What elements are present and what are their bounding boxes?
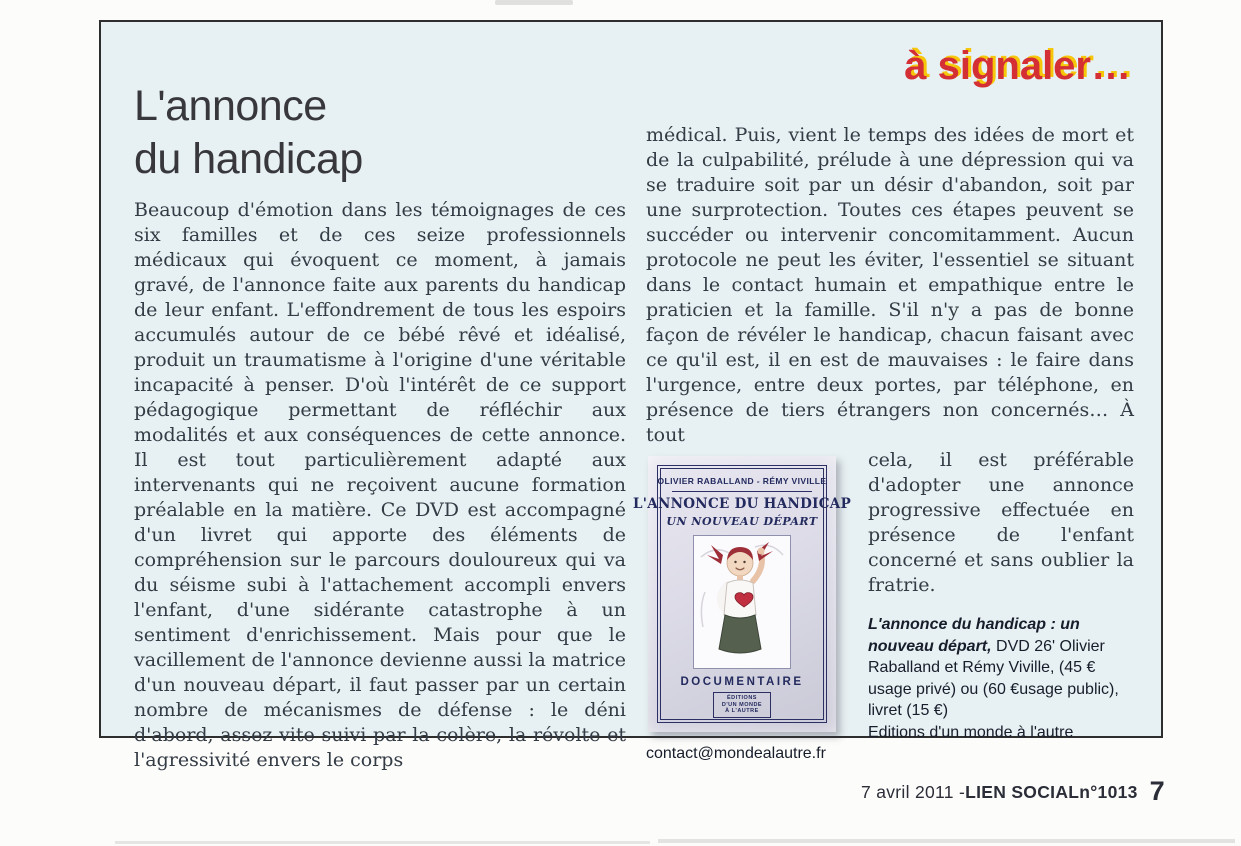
title-line-2: du handicap (134, 135, 363, 183)
title-line-1: L'annonce (134, 82, 327, 130)
dvd-cover-content (632, 469, 852, 719)
publisher-line-2: D'UN MONDE (721, 701, 763, 708)
body-paragraph-right-1: médical. Puis, vient le temps des idées de mort et de la culpabilité, prélude à une dépression qui va se traduire soit par un désir d'abandon, soit par une surprotection. Toutes ces étapes peuvent se succéder ou intervenir concomitamment. Aucun protocole ne peut les éviter, l'essentiel se situant dans le contact humain et empathique entre le praticien et la famille. S'il n'y a pas de bonne façon de révéler le handicap, chacun faisant avec ce qu'il est, il en est de mauvaises : le faire dans l'urgence, entre deux portes, par téléphone, en présence de tiers étrangers non concernés… À tout (646, 124, 1134, 446)
footer-page-number: 7 (1149, 776, 1165, 806)
dvd-cover-subtitle: UN NOUVEAU DÉPART (666, 515, 818, 528)
section-label: à signaler… (904, 44, 1131, 88)
article-column-left (134, 198, 626, 773)
scan-artifact-top (495, 0, 573, 5)
dvd-cover-figure (632, 456, 852, 732)
dvd-cover (632, 456, 852, 732)
caption-title: L'annonce du handicap : un nouveau départ, (868, 616, 1080, 655)
dvd-cover-rule (672, 491, 812, 492)
girl-illustration-icon (695, 537, 789, 667)
body-paragraph-right-2: cela, il est préférable d'adopter une annonce progressive effectuée en présence de l'enfant concerné et sans oublier la fratrie. (868, 449, 1134, 596)
footer-date: 7 avril 2011 - (861, 782, 966, 802)
scan-artifact-bottom-left (115, 841, 650, 844)
dvd-cover-publisher-logo (713, 692, 771, 718)
page-footer (861, 774, 1165, 805)
caption-publisher: Editions d'un monde à l'autre (868, 723, 1074, 741)
footer-issue-number: n°1013 (1079, 782, 1138, 802)
dvd-cover-authors: OLIVIER RABALLAND - RÉMY VIVILLE (657, 476, 827, 486)
page-title (134, 80, 363, 186)
publisher-line-3: À L'AUTRE (725, 708, 759, 714)
body-paragraph-left: Beaucoup d'émotion dans les témoignages de ces six familles et de ces seize professionnels médicaux qui évoquent ce moment, à jamais gravé, de l'annonce faite aux parents du handicap de leur enfant. L'effondrement de tous les espoirs accumulés autour de ce bébé rêvé et idéalisé, produit un traumatisme à l'origine d'une véritable incapacité à penser. D'où l'intérêt de ce support pédagogique permettant de réfléchir aux modalités et aux conséquences de cette annonce. Il est tout particulièrement adapté aux intervenants qui ne reçoivent aucune formation préalable en la matière. Ce DVD est accompagné d'un livret qui apporte des éléments de compréhension sur le parcours douloureux qui va du séisme subi à l'attachement accompli envers l'enfant, d'une sidérante catastrophe à un sentiment d'enrichissement. Mais pour que le vacillement de l'annonce devienne aussi la matrice d'un nouveau départ, il faut passer par un certain nombre de mécanismes de défense : le déni d'abord, assez vite suivi par la colère, la révolte et l'agressivité envers le corps (134, 199, 626, 771)
scan-artifact-bottom-right (658, 839, 1235, 843)
caption-details: DVD 26' Olivier Raballand et Rémy Viville, (45 € usage privé) ou (60 €usage public), livret (15 €) (868, 637, 1119, 719)
dvd-cover-genre: DOCUMENTAIRE (680, 676, 804, 688)
publisher-line-1: ÉDITIONS (727, 695, 757, 701)
article-column-right (632, 123, 1134, 765)
footer-magazine-name: LIEN SOCIAL (965, 782, 1080, 802)
dvd-cover-illustration (693, 535, 791, 669)
dvd-cover-title: L'ANNONCE DU HANDICAP (632, 496, 852, 512)
article-panel (99, 20, 1163, 771)
caption-contact-email: contact@mondealautre.fr (646, 745, 826, 762)
